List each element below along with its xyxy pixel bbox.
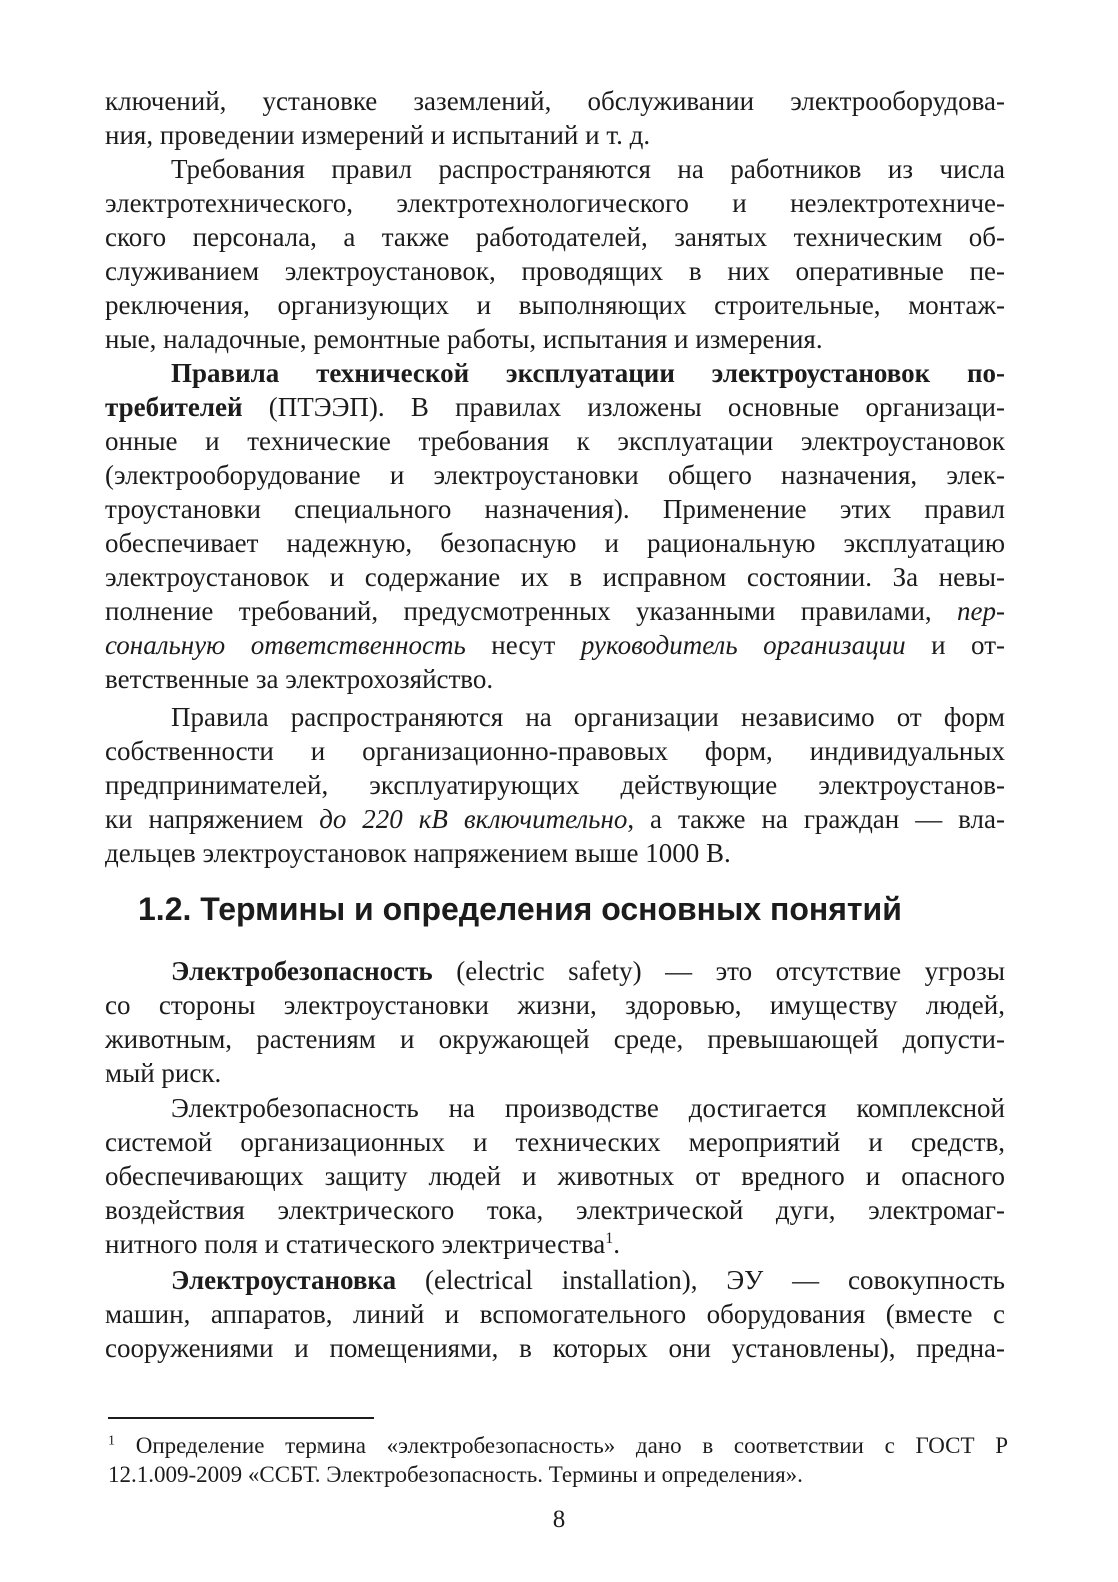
- text-line: собственности и организационно-правовых форм, индивидуальных: [105, 736, 1005, 766]
- text-line: электроустановок и содержание их в исправном состоянии. За невы-: [105, 562, 1005, 592]
- text-line: электротехнического, электротехнологического и неэлектротехниче-: [105, 188, 1005, 218]
- text-line: онные и технические требования к эксплуатации электроустановок: [105, 426, 1005, 456]
- text-line: служиванием электроустановок, проводящих в них оперативные пе-: [105, 256, 1005, 286]
- text-line: со стороны электроустановки жизни, здоровью, имуществу людей,: [105, 990, 1005, 1020]
- section-heading: 1.2. Термины и определения основных понятий: [138, 891, 902, 927]
- text-line: [105, 628, 1005, 662]
- text-line: [105, 390, 1005, 424]
- text-line: воздействия электрического тока, электрической дуги, электромаг-: [105, 1195, 1005, 1225]
- text-line: Правила распространяются на организации независимо от форм: [171, 702, 1005, 732]
- footnote-separator: [108, 1417, 374, 1419]
- text-line: машин, аппаратов, линий и вспомогательного оборудования (вместе с: [105, 1299, 1005, 1329]
- text-line: ные, наладочные, ремонтные работы, испытания и измерения.: [105, 324, 823, 354]
- text-line: обеспечивает надежную, безопасную и рациональную эксплуатацию: [105, 528, 1005, 558]
- text-span: и от-: [905, 630, 1005, 660]
- text-span: (electric safety) — это отсутствие угрозы: [432, 956, 1005, 986]
- text-line: [171, 1263, 1005, 1297]
- bold-term: требителей: [105, 392, 243, 422]
- text-span: .: [613, 1229, 621, 1259]
- footnote-line: [108, 1431, 1008, 1460]
- bold-term: Электроустановка: [171, 1265, 397, 1295]
- text-line: [105, 802, 1005, 836]
- italic-term: сональную ответственность: [105, 630, 466, 660]
- text-span: (ПТЭЭП). В правилах изложены основные организаци-: [242, 392, 1005, 422]
- bold-term: Правила технической эксплуатации электроустановок по-: [171, 358, 1005, 388]
- text-line: [105, 1227, 1005, 1261]
- text-span: Определение термина «электробезопасность» дано в соответствии с ГОСТ Р: [115, 1433, 1008, 1458]
- text-line: ского персонала, а также работодателей, занятых техническим об-: [105, 222, 1005, 252]
- text-line: [171, 954, 1005, 988]
- text-line: Требования правил распространяются на работников из числа: [171, 154, 1005, 184]
- italic-term: руководитель организации: [580, 630, 906, 660]
- text-line: предпринимателей, эксплуатирующих действующие электроустанов-: [105, 770, 1005, 800]
- bold-term: Электробезопасность: [171, 956, 433, 986]
- text-span: несут: [465, 630, 581, 660]
- italic-term: пер-: [957, 596, 1005, 626]
- italic-term: до 220 кВ включительно: [319, 804, 628, 834]
- text-line: системой организационных и технических мероприятий и средств,: [105, 1127, 1005, 1157]
- footnote-line: 12.1.009-2009 «ССБТ. Электробезопасность. Термины и определения».: [108, 1462, 803, 1487]
- text-line: ветственные за электрохозяйство.: [105, 664, 494, 694]
- text-line: троустановки специального назначения). Применение этих правил: [105, 494, 1005, 524]
- text-line: мый риск.: [105, 1058, 222, 1088]
- text-line: (электрооборудование и электроустановки общего назначения, элек-: [105, 460, 1005, 490]
- text-line: [171, 356, 1005, 390]
- text-span: (electrical installation), ЭУ — совокупность: [396, 1265, 1005, 1295]
- page-number: 8: [552, 1506, 566, 1533]
- text-span: нитного поля и статического электричества: [105, 1229, 606, 1259]
- text-span: , а также на граждан — вла-: [627, 804, 1006, 834]
- text-line: ключений, установке заземлений, обслуживании электрооборудова-: [105, 86, 1005, 116]
- footnote-reference[interactable]: 1: [605, 1230, 614, 1247]
- text-line: животным, растениям и окружающей среде, превышающей допусти-: [105, 1024, 1005, 1054]
- text-line: ния, проведении измерений и испытаний и т. д.: [105, 120, 651, 150]
- text-line: [105, 594, 1005, 628]
- text-line: Электробезопасность на производстве достигается комплексной: [171, 1093, 1005, 1123]
- text-line: дельцев электроустановок напряжением выше 1000 В.: [105, 838, 731, 868]
- text-line: сооружениями и помещениями, в которых они установлены), предна-: [105, 1333, 1005, 1363]
- text-line: реключения, организующих и выполняющих строительные, монтаж-: [105, 290, 1005, 320]
- footnote-mark: 1: [108, 1433, 115, 1449]
- text-span: ки напряжением: [105, 804, 320, 834]
- text-span: полнение требований, предусмотренных указанными правилами,: [105, 596, 958, 626]
- text-line: обеспечивающих защиту людей и животных от вредного и опасного: [105, 1161, 1005, 1191]
